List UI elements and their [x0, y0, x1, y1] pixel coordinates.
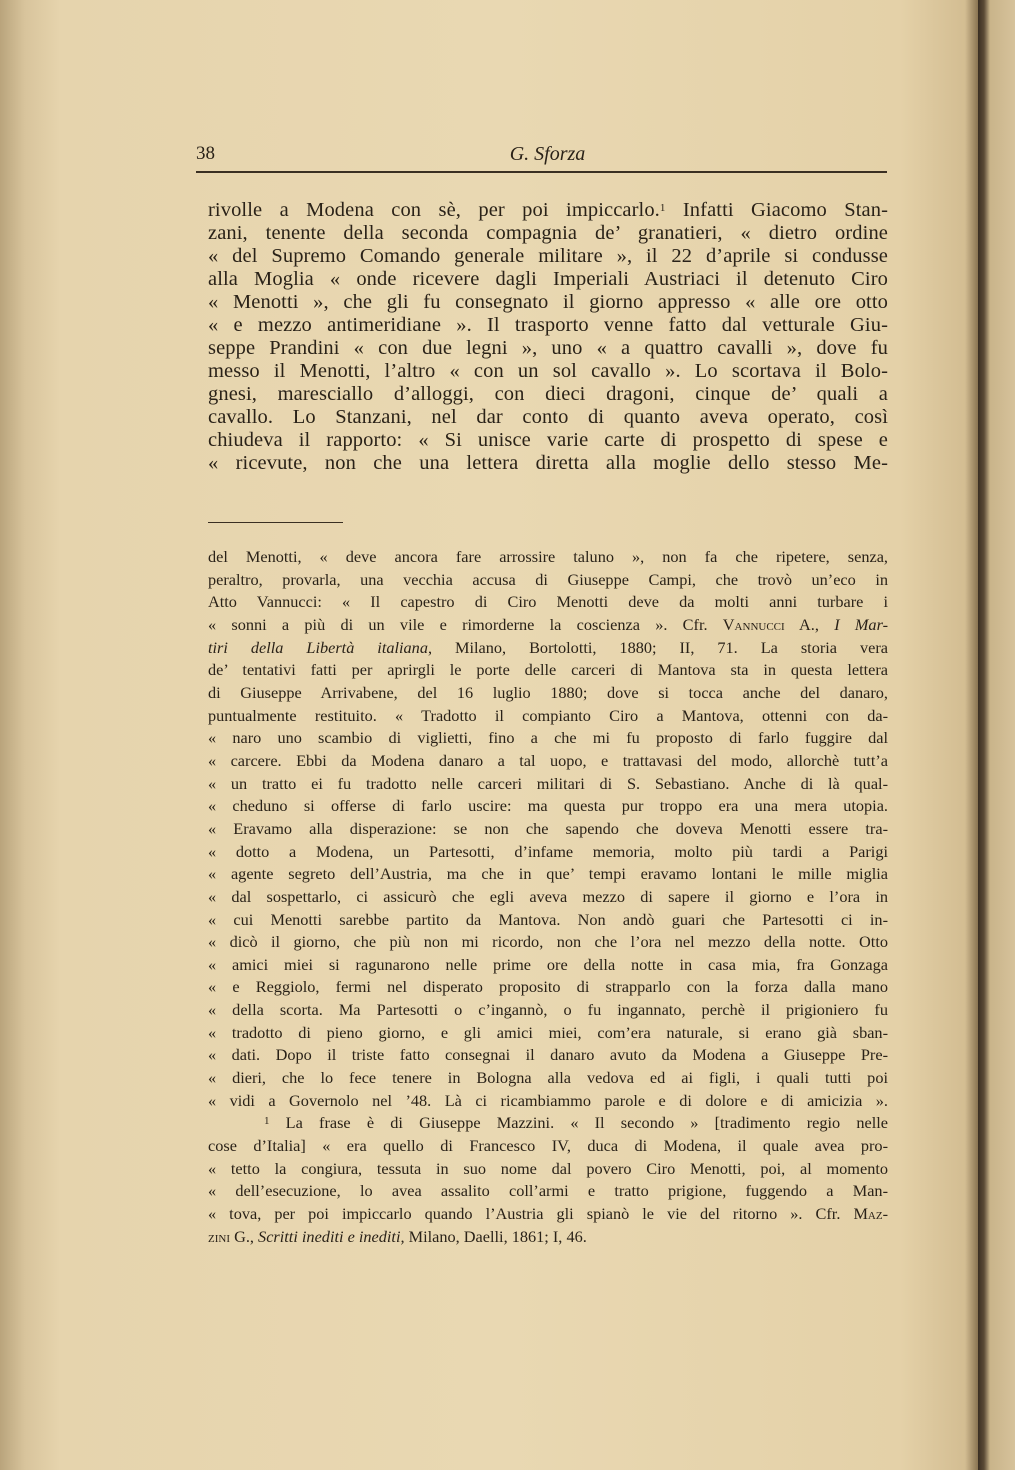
footnote-line: « tradotto di pieno giorno, e gli amici miei, com’era naturale, si erano già sban-	[208, 1022, 888, 1042]
body-line: « del Supremo Comando generale militare », il 22 d’aprile si condusse	[208, 245, 888, 267]
text-segment: rivolle a Modena con sè, per poi impiccarlo.	[208, 199, 660, 221]
footnote-line: « tetto la congiura, tessuta in suo nome dal povero Ciro Menotti, poi, al momento	[208, 1158, 888, 1178]
footnote-line: « della scorta. Ma Partesotti o c’ingannò, o fu ingannato, perchè il prigioniero fu	[208, 1000, 888, 1020]
footnote-line: del Menotti, « deve ancora fare arrossire taluno », non fa che ripetere, senza,	[208, 547, 888, 566]
footnote-line: peraltro, provarla, una vecchia accusa di Giuseppe Campi, che trovò un’eco in	[208, 569, 888, 589]
body-line: chiudeva il rapporto: « Si unisce varie carte di prospetto di spese e	[208, 429, 888, 451]
footnote-marker: 1	[264, 1115, 270, 1128]
text-segment: tiri della Libertà italiana	[208, 637, 428, 657]
text-segment: La frase è di Giuseppe Mazzini. « Il secondo » [tradimento regio nelle	[269, 1113, 888, 1133]
footnote-line: cose d’Italia] « era quello di Francesco IV, duca di Modena, il quale avea pro-	[208, 1136, 888, 1156]
footnote-line: « un tratto ei fu tradotto nelle carceri militari di S. Sebastiano. Anche di là qual-	[208, 773, 888, 793]
footnote-line	[208, 1203, 888, 1226]
footnote-line: « dati. Dopo il triste fatto consegnai il danaro avuto da Modena a Giuseppe Pre-	[208, 1045, 888, 1065]
body-line: « e mezzo antimeridiane ». Il trasporto venne fatto dal vetturale Giu-	[208, 314, 888, 336]
text-segment: Infatti Giacomo Stan-	[665, 199, 888, 221]
body-line: « Menotti », che gli fu consegnato il giorno appresso « alle ore otto	[208, 291, 888, 313]
footnotes	[208, 546, 888, 1248]
footnote-line: « naro uno scambio di viglietti, fino a che mi fu proposto di farlo fuggire dal	[208, 728, 888, 748]
body-line	[208, 199, 888, 222]
footnote-line: « dicò il giorno, che più non mi ricordo, non che l’ora nel mezzo della notte. Otto	[208, 932, 888, 952]
footnote-line: « agente segreto dell’Austria, ma che in que’ tempi eravamo lontani le mille miglia	[208, 864, 888, 884]
body-line: gnesi, maresciallo d’alloggi, con dieci dragoni, cinque de’ quali a	[208, 383, 888, 405]
body-line: messo il Menotti, l’altro « con un sol cavallo ». Lo scortava il Bolo-	[208, 360, 888, 382]
footnote-line: « dotto a Modena, un Partesotti, d’infame memoria, molto più tardi a Parigi	[208, 841, 888, 861]
body-line: alla Moglia « onde ricevere dagli Imperiali Austriaci il detenuto Ciro	[208, 268, 888, 290]
footnote-line: di Giuseppe Arrivabene, del 16 luglio 1880; dove si tocca anche del danaro,	[208, 682, 888, 702]
book-binding-edge	[978, 0, 1015, 1470]
footnote-line: « dal sospettarlo, ci assicurò che egli aveva mezzo di sapere il giorno e l’ora in	[208, 886, 888, 906]
footnote-line: « cheduno si offerse di farlo uscire: ma questa pur troppo era una mera utopia.	[208, 796, 888, 816]
footnote-line	[208, 1112, 888, 1135]
footnote-line	[208, 614, 888, 637]
footnote-line: « carcere. Ebbi da Modena danaro a tal uopo, e trattavasi del modo, allorchè tutt’a	[208, 750, 888, 770]
footnote-line: « vidi a Governolo nel ’48. Là ci ricambiammo parole e di dolore e di amicizia ».	[208, 1090, 888, 1110]
footnote-line: « cui Menotti sarebbe partito da Mantova. Non andò guari che Partesotti ci in-	[208, 909, 888, 929]
text-segment: « tova, per poi impiccarlo quando l’Austria gli spianò le vie del ritorno ». Cfr.	[208, 1204, 854, 1224]
footnote-line: « dieri, che lo fece tenere in Bologna alla vedova ed ai figli, i quali tutti poi	[208, 1068, 888, 1088]
body-line: seppe Prandini « con due legni », uno « a quattro cavalli », dove fu	[208, 337, 888, 359]
body-line: cavallo. Lo Stanzani, nel dar conto di quanto aveva operato, così	[208, 406, 888, 428]
text-segment: , Milano, Bortolotti, 1880; II, 71. La storia vera	[427, 637, 888, 657]
footnote-line: puntualmente restituito. « Tradotto il compianto Ciro a Mantova, ottenni con da-	[208, 705, 888, 725]
footnote-line: « e Reggiolo, fermi nel disperato proposito di strapparlo con la forza dalla mano	[208, 977, 888, 997]
header-rule	[196, 171, 887, 173]
footnote-line: de’ tentativi fatti per aprirgli le porte delle carceri di Mantova sta in questa lettera	[208, 660, 888, 680]
page-number: 38	[196, 143, 215, 164]
text-segment: A.,	[784, 614, 835, 634]
footnote-line	[208, 637, 888, 660]
footnote-marker: 1	[659, 202, 666, 214]
text-segment: I Mar-	[834, 614, 888, 634]
body-text	[208, 199, 888, 475]
body-line: « ricevute, non che una lettera diretta alla moglie dello stesso Me-	[208, 452, 888, 474]
footnote-line: « Eravamo alla disperazione: se non che sapendo che doveva Menotti essere tra-	[208, 818, 888, 838]
text-segment: G.,	[230, 1226, 259, 1246]
text-segment: Maz-	[853, 1204, 888, 1224]
body-line: zani, tenente della seconda compagnia de’ granatieri, « dietro ordine	[208, 222, 888, 244]
footnote-separator	[208, 522, 343, 523]
text-segment: zini	[208, 1226, 230, 1246]
footnote-line: « dell’esecuzione, lo avea assalito coll’armi e tratto prigione, fuggendo a Man-	[208, 1181, 888, 1201]
text-segment: Milano, Daelli, 1861; I, 46.	[404, 1226, 587, 1246]
text-segment: « sonni a più di un vile e rimorderne la coscienza ». Cfr.	[208, 614, 723, 634]
footnote-line	[208, 1226, 888, 1249]
text-segment: Vannucci	[722, 614, 785, 634]
footnote-line: Atto Vannucci: « Il capestro di Ciro Menotti deve da molti anni turbare i	[208, 592, 888, 612]
footnote-line: « amici miei si ragunarono nelle prime ore della notte in casa mia, fra Gonzaga	[208, 954, 888, 974]
running-title: G. Sforza	[509, 143, 586, 165]
text-segment: Scritti inediti e inediti,	[258, 1226, 405, 1246]
